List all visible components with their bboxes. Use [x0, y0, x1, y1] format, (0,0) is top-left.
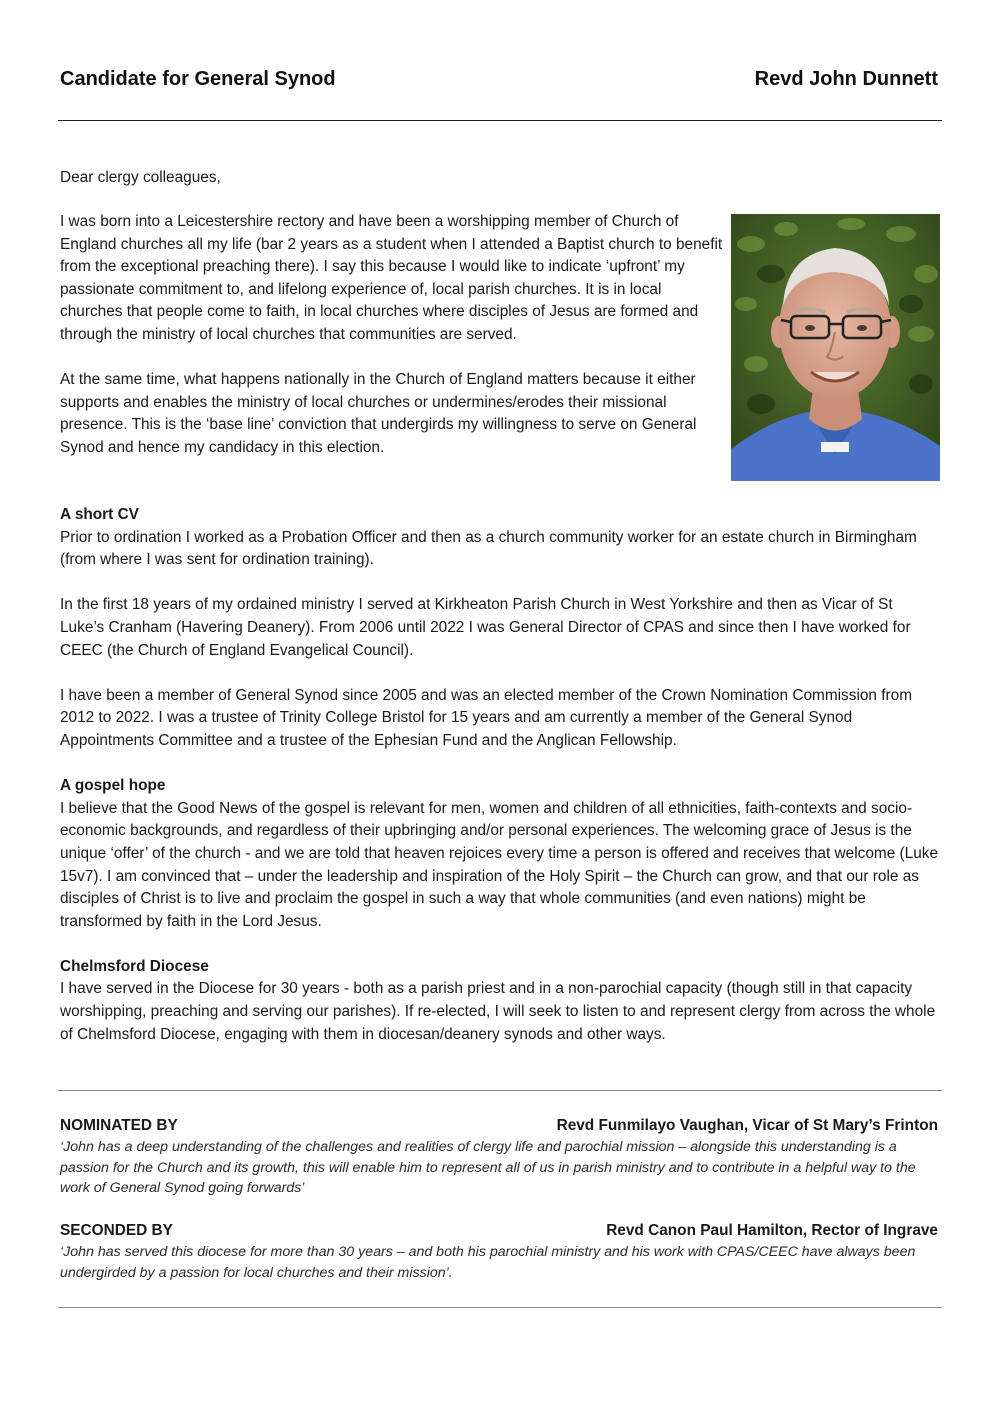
nomination-block	[60, 1115, 938, 1199]
seconder-block	[60, 1220, 938, 1283]
header-divider	[58, 120, 942, 121]
section-heading: A gospel hope	[60, 777, 166, 795]
section-chelmsford-diocese	[60, 956, 940, 1046]
letter-intro	[60, 211, 725, 460]
letter-sections	[60, 504, 940, 1046]
document-title: Candidate for General Synod	[60, 68, 336, 90]
section-paragraph: I have been a member of General Synod since 2005 and was an elected member of the Crown Nomination Commission from 2012 to 2022. I was a trustee of Trinity College Bristol for 15 years and am currently a member of the General Synod Appointments Committee and a trustee of the Ephesian Fund and the Anglican Fellowship.	[60, 686, 913, 749]
section-heading: Chelmsford Diocese	[60, 957, 209, 975]
candidate-name: Revd John Dunnett	[754, 68, 938, 90]
page-header	[60, 68, 938, 91]
section-paragraph: I have served in the Diocese for 30 years - both as a parish priest and in a non-parochial capacity (though still in that capacity worshipping, preaching and serving our parishes). If re-elected, I will seek to listen to and represent clergy from across the whole of Chelmsford Diocese, engaging with them in diocesan/deanery synods and other ways.	[60, 980, 936, 1043]
letter-greeting: Dear clergy colleagues,	[60, 169, 221, 186]
nominator-quote: ‘John has a deep understanding of the challenges and realities of clergy life and parochial mission – alongside this understanding is a passion for the Church and its growth, this will enable him to represent all of us in parish ministry and to contribute in a helpful way to the work of General Synod going forwards’	[60, 1139, 916, 1197]
seconded-label: SECONDED BY	[60, 1222, 173, 1239]
section-heading: A short CV	[60, 506, 139, 523]
section-paragraph: Prior to ordination I worked as a Probation Officer and then as a church community worker for an estate church in Birmingham (from where I was sent for ordination training).	[60, 528, 917, 569]
nominator-name: Revd Funmilayo Vaughan, Vicar of St Mary’s Frinton	[556, 1117, 938, 1134]
section-paragraph: I believe that the Good News of the gospel is relevant for men, women and children of all ethnicities, faith-contexts and socio-economic backgrounds, and regardless of their upbringing and/or personal experiences. The welcoming grace of Jesus is the unique ‘offer’ of the church - and we are told that heaven rejoices every time a person is offered and receives that welcome (Luke 15v7). I am convinced that – under the leadership and inspiration of the Holy Spirit – the Church can grow, and that our role as disciples of Christ is to live and proclaim the gospel in such a way that whole communities (and even nations) might be transformed by faith in the Lord Jesus.	[60, 799, 939, 930]
seconder-quote: ‘John has served this diocese for more than 30 years – and both his parochial ministry and his work with CPAS/CEEC have always been undergirded by a passion for local churches and their mission’.	[60, 1244, 916, 1281]
intro-paragraph: At the same time, what happens nationally in the Church of England matters because it either supports and enables the ministry of local churches or undermines/erodes their missional presence. This is the ‘base line’ conviction that undergirds my willingness to serve on General Synod and hence my candidacy in this election.	[60, 371, 697, 456]
section-paragraph: In the first 18 years of my ordained ministry I served at Kirkheaton Parish Church in West Yorkshire and then as Vicar of St Luke’s Cranham (Havering Deanery). From 2006 until 2022 I was General Director of CPAS and since then I have worked for CEEC (the Church of England Evangelical Council).	[60, 596, 911, 659]
endorsements-top-divider	[58, 1090, 942, 1091]
nominated-label: NOMINATED BY	[60, 1117, 178, 1134]
endorsements-bottom-divider	[58, 1307, 942, 1308]
candidate-photo	[731, 214, 940, 481]
candidate-portrait-image	[731, 214, 940, 481]
section-gospel-hope	[60, 775, 940, 933]
intro-paragraph: I was born into a Leicestershire rectory and have been a worshipping member of Church of England churches all my life (bar 2 years as a student when I attended a Baptist church to benefit from the exceptional preaching there). I say this because I would like to indicate ‘upfront’ my passionate commitment to, and lifelong experience of, local parish churches. It is in local churches that people come to faith, in local churches where disciples of Jesus are formed and through the ministry of local churches that communities are served.	[60, 213, 723, 343]
section-short-cv	[60, 504, 940, 753]
seconder-name: Revd Canon Paul Hamilton, Rector of Ingrave	[606, 1222, 938, 1239]
